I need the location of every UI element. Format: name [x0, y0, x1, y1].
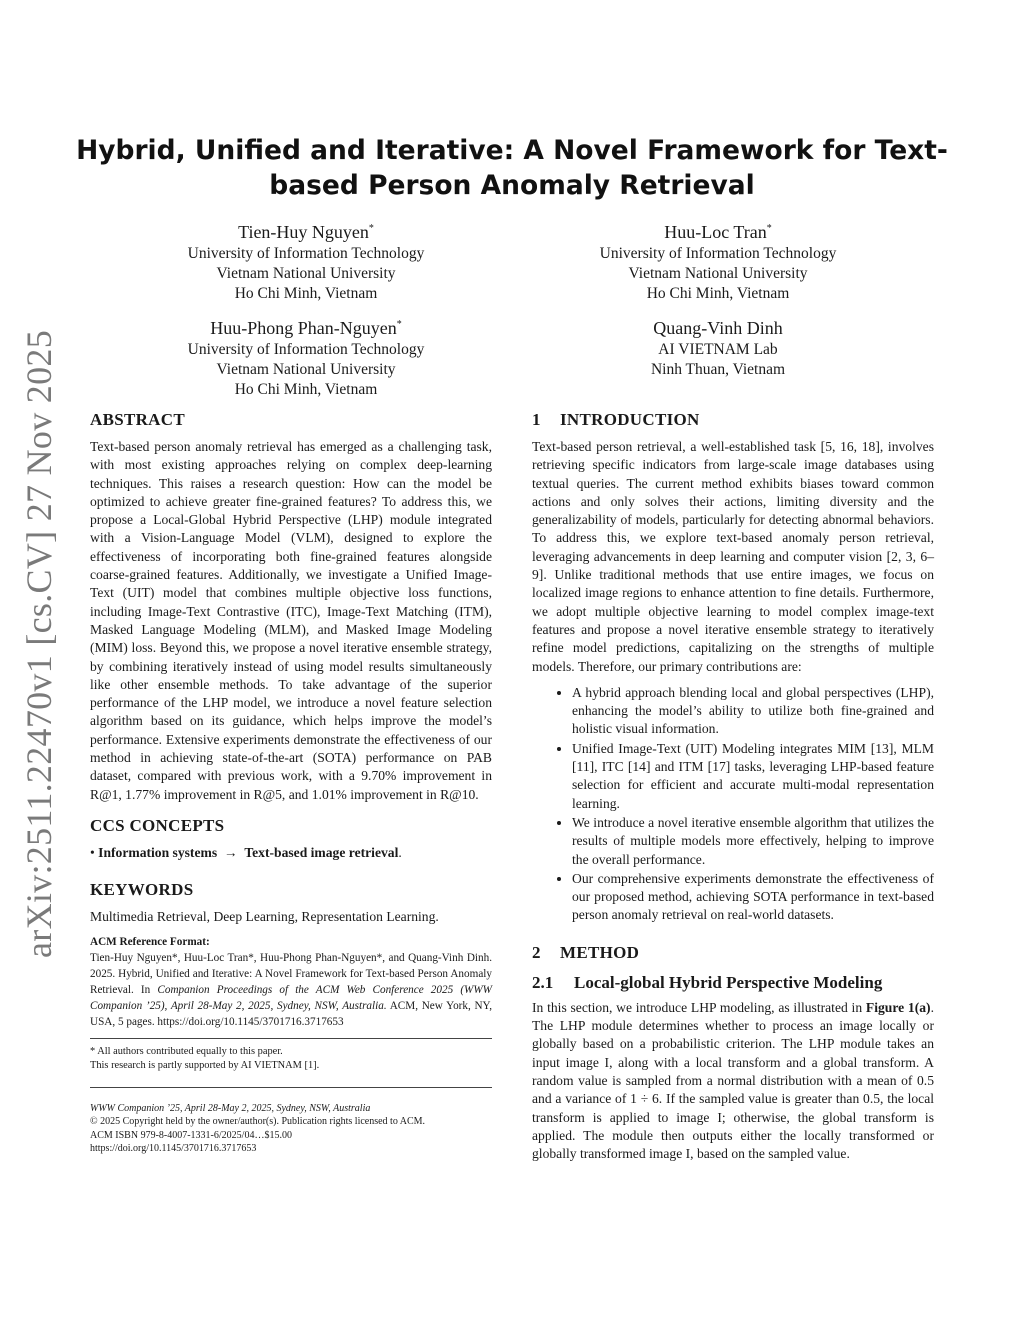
author-name: Huu-Loc Tran* — [664, 222, 772, 242]
copyright-divider — [90, 1087, 492, 1088]
copyright-block: WWW Companion ’25, April 28-May 2, 2025, Sydney, NSW, Australia © 2025 Copyright held by the owner/author(s). Publication rights licensed to ACM. ACM ISBN 979-8-4007-1331-6/2025/04…$15.00 https://doi.org/10.1145/3701716.3717653 — [90, 1102, 426, 1155]
author-block — [126, 317, 486, 400]
method-text: In this section, we introduce LHP modeling, as illustrated in Figure 1(a). The LHP module determines whether to process an image locally or globally based on a probabilistic criterion. The LHP module takes an input image I, along with a local transform and a global transform. A random value is sampled from a normal distribution with a mean of 0.5 and a variance of 1 ÷ 6. If the sampled value is greater than 0.5, the local transform is applied to image I; otherwise, the global transform is applied. The module then outputs either the locally transformed or globally transformed image I, based on the sampled value. — [532, 999, 934, 1162]
author-block — [538, 317, 898, 380]
author-affiliation: Vietnam National University — [628, 265, 808, 282]
figure-reference: Figure 1(a) — [865, 999, 931, 1015]
keywords-heading: KEYWORDS — [90, 879, 194, 899]
author-affiliation: Vietnam National University — [216, 361, 396, 378]
list-item: • Our comprehensive experiments demonstrate the effectiveness of our proposed method, achieving SOTA performance in text-based person anomaly retrieval on real-world datasets. — [572, 870, 934, 925]
footnote: * All authors contributed equally to this paper. — [90, 1045, 283, 1057]
section-heading-introduction: 1 INTRODUCTION — [532, 410, 700, 429]
author-affiliation: University of Information Technology — [599, 245, 837, 262]
list-item: • A hybrid approach blending local and global perspectives (LHP), enhancing the model’s ability to utilize both fine-grained and holistic visual information. — [572, 684, 934, 739]
keywords-text: Multimedia Retrieval, Deep Learning, Representation Learning. — [90, 908, 439, 924]
author-affiliation: University of Information Technology — [187, 341, 425, 358]
author-affiliation: University of Information Technology — [187, 245, 425, 262]
author-affiliation: Ho Chi Minh, Vietnam — [234, 381, 378, 398]
abstract-heading: ABSTRACT — [90, 410, 185, 429]
author-name: Huu-Phong Phan-Nguyen* — [210, 318, 402, 338]
contributions-list — [532, 684, 934, 925]
footnote: This research is partly supported by AI VIETNAM [1]. — [90, 1059, 320, 1071]
ccs-concepts: • Information systems → Text-based image retrieval. — [90, 844, 402, 860]
author-block — [126, 221, 486, 304]
author-affiliation: Ninh Thuan, Vietnam — [650, 361, 786, 378]
arxiv-identifier: arXiv:2511.22470v1 [cs.CV] 27 Nov 2025 — [19, 329, 59, 958]
footnote-divider — [90, 1038, 492, 1039]
subsection-heading: 2.1 Local-global Hybrid Perspective Modeling — [532, 972, 883, 992]
author-affiliation: Ho Chi Minh, Vietnam — [646, 285, 790, 302]
list-item: • Unified Image-Text (UIT) Modeling integrates MIM [13], MLM [11], ITC [14] and ITM [17] tasks, leveraging LHP-based feature selection for efficient and accurate multi-modal representation learning. — [572, 740, 934, 813]
acm-reference-heading: ACM Reference Format: — [90, 935, 210, 948]
author-affiliation: Vietnam National University — [216, 265, 396, 282]
left-column — [90, 410, 492, 1156]
acm-reference-text: Tien-Huy Nguyen*, Huu-Loc Tran*, Huu-Phong Phan-Nguyen*, and Quang-Vinh Dinh. 2025. Hybrid, Unified and Iterative: A Novel Framework for Text-based Person Anomaly Retrieval. In Companion Proceedings of the ACM Web Conference 2025 (WWW Companion ’25), April 28-May 2, 2025, Sydney, NSW, Australia. ACM, New York, NY, USA, 5 pages. https://doi.org/10.1145/3701716.3717653 — [90, 951, 493, 1028]
list-item: • We introduce a novel iterative ensemble algorithm that utilizes the results of multiple models more effectively, helping to improve the overall performance. — [572, 814, 934, 869]
author-block — [538, 221, 898, 304]
section-heading-method: 2 METHOD — [532, 942, 640, 962]
author-name: Tien-Huy Nguyen* — [238, 222, 374, 242]
introduction-text: Text-based person retrieval, a well-established task [5, 16, 18], involves retrieving specific indicators from large-scale image databases using textual queries. The current method exhibits biases toward common actions and only solves their actions, limiting diversity and the generalizability of models, particularly for detecting abnormal behaviors. To address this, we explore text-based anomaly person retrieval, leveraging advancements in deep learning and computer vision [2, 3, 6–9]. Unlike traditional methods that use entire images, we focus on localized image regions to enhance attention to fine details. Furthermore, we adopt multiple objective learning to model complex image-text features and propose a novel iterative ensemble strategy to iteratively refine model predictions, capitalizing on the strengths of multiple models. Therefore, our primary contributions are: — [532, 439, 934, 674]
author-affiliation: Ho Chi Minh, Vietnam — [234, 285, 378, 302]
author-affiliation: AI VIETNAM Lab — [658, 341, 778, 358]
paper-title: Hybrid, Unified and Iterative: A Novel Framework for Text-based Person Anomaly Retrieval — [76, 135, 948, 201]
ccs-heading: CCS CONCEPTS — [90, 815, 225, 835]
abstract-text: Text-based person anomaly retrieval has emerged as a challenging task, with most existing approaches relying on complex deep-learning techniques. This raises a research question: How can the model be optimized to achieve greater fine-grained features? To address this, we propose a Local-Global Hybrid Perspective (LHP) module integrated with a Vision-Language Model (VLM), designed to explore the effectiveness of incorporating both fine-grained features alongside coarse-grained features. Additionally, we investigate a Unified Image-Text (UIT) model that combines multiple objective loss functions, including Image-Text Contrastive (ITC), Image-Text Matching (ITM), Masked Language Modeling (MLM), and Masked Image Modeling (MIM) loss. Beyond this, we propose a novel iterative ensemble strategy, by combining iteratively instead of using model results simultaneously like other ensemble methods. To take advantage of the superior performance of the LHP model, we introduce a novel feature selection algorithm based on its guidance, which helps improve the model’s performance. Extensive experiments demonstrate the effectiveness of our method in achieving state-of-the-art (SOTA) performance on PAB dataset, compared with previous work, with a 9.70% improvement in R@1, 1.77% improvement in R@5, and 1.01% improvement in R@10. — [90, 439, 492, 802]
right-column — [532, 410, 934, 1163]
author-name: Quang-Vinh Dinh — [653, 318, 783, 338]
